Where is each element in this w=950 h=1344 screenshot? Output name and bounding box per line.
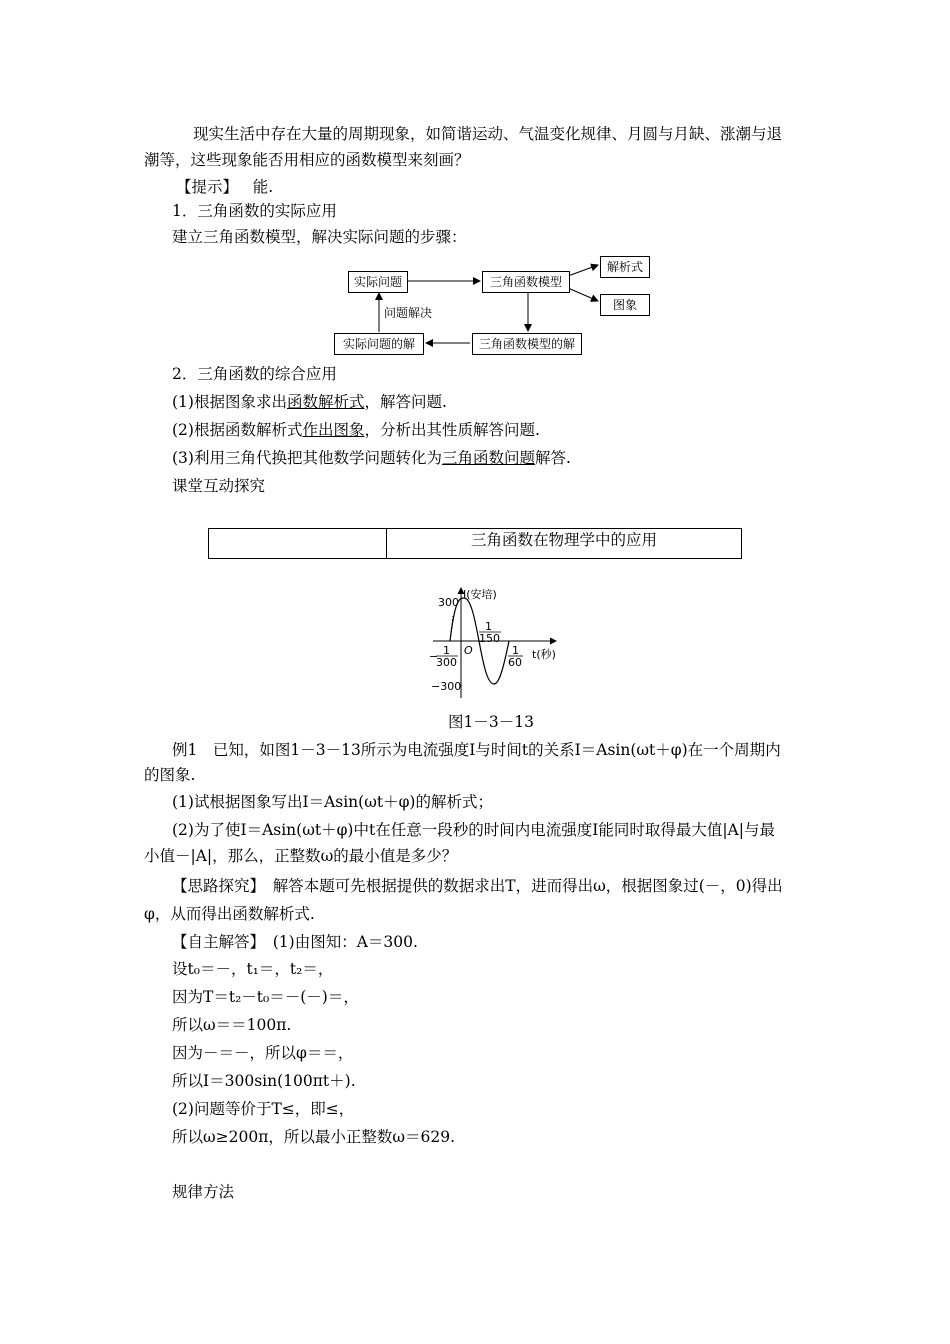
figure-caption: 图1－3－13 — [448, 713, 534, 731]
item3-pre: (3)利用三角代换把其他数学问题转化为 — [172, 449, 442, 467]
heading-table — [208, 528, 742, 559]
box-model-solution: 三角函数模型的解 — [472, 333, 582, 355]
section1-title: 1．三角函数的实际应用 — [172, 202, 337, 220]
example-line-2: 的图象. — [144, 766, 196, 784]
label-solve: 问题解决 — [384, 306, 433, 320]
intro-line-1: 现实生活中存在大量的周期现象，如简谐运动、气温变化规律、月圆与月缺、涨潮与退 — [193, 125, 783, 143]
solution-line-1: 【自主解答】 (1)由图知：A＝300. — [172, 933, 418, 951]
item3-underlined: 三角函数问题 — [441, 449, 535, 467]
class-title: 课堂互动探究 — [172, 477, 266, 495]
item2-post: ，分析出其性质解答问题. — [364, 421, 540, 439]
x-axis-label: t(秒) — [532, 648, 556, 661]
example-line-1: 例1 已知，如图1－3－13所示为电流强度I与时间t的关系I＝Asin(ωt＋φ)在一个周期内 — [172, 741, 781, 759]
heading-table-empty-cell — [209, 529, 387, 558]
item1-post: ，解答问题. — [364, 393, 447, 411]
item1-underlined: 函数解析式 — [286, 393, 365, 411]
solution-line-3: 因为T＝t₂－t₀＝－(－)＝， — [172, 988, 359, 1006]
sine-figure — [425, 580, 565, 705]
y-axis-label: I(安培) — [463, 588, 497, 601]
frac3-den: 300 — [436, 656, 457, 669]
item2-underlined: 作出图象 — [302, 421, 365, 439]
box-expression: 解析式 — [600, 256, 650, 278]
solution-line-4: 所以ω＝＝100π. — [172, 1016, 292, 1034]
hint-label: 【提示】 — [176, 178, 239, 196]
intro-line-2: 潮等，这些现象能否用相应的函数模型来刻画？ — [144, 151, 470, 169]
section2-item2 — [172, 420, 540, 440]
frac2-num: 1 — [512, 644, 519, 657]
solution-line-8: 所以ω≥200π，所以最小正整数ω＝629. — [172, 1128, 456, 1146]
solution-line-6: 所以I＝300sin(100πt＋). — [172, 1072, 356, 1090]
frac1-num: 1 — [485, 620, 492, 633]
question-2-line-1: (2)为了使I＝Asin(ωt＋φ)中t在任意一段秒的时间内电流强度I能同时取得最大值|A|与最 — [172, 821, 775, 839]
heading-table-title: 三角函数在物理学中的应用 — [470, 531, 657, 549]
arrow-model-to-graph — [568, 288, 598, 301]
question-1: (1)试根据图象写出I＝Asin(ωt＋φ)的解析式； — [172, 793, 493, 811]
arrow-model-to-expression — [568, 265, 598, 276]
solution-line-7: (2)问题等价于T≤，即≤， — [172, 1100, 355, 1118]
origin-label: O — [464, 644, 473, 657]
section2-item1 — [172, 392, 447, 412]
solution-line-2: 设t₀＝－，t₁＝，t₂＝， — [172, 960, 334, 978]
thinking-line-1: 【思路探究】 解答本题可先根据提供的数据求出T，进而得出ω，根据图象过(－，0)得出 — [172, 877, 783, 895]
frac3-sign: − — [429, 650, 439, 663]
box-graph: 图象 — [600, 294, 650, 316]
thinking-line-2: φ，从而得出函数解析式. — [144, 905, 315, 923]
solution-line-5: 因为－＝－，所以φ＝＝， — [172, 1044, 354, 1062]
box-real-problem: 实际问题 — [348, 271, 408, 293]
item3-post: 解答. — [534, 449, 571, 467]
section2-item3 — [172, 448, 571, 468]
item1-pre: (1)根据图象求出 — [172, 393, 287, 411]
hint-text: 能. — [252, 178, 274, 196]
section2-title: 2．三角函数的综合应用 — [172, 365, 337, 383]
box-model: 三角函数模型 — [482, 271, 570, 293]
item2-pre: (2)根据函数解析式 — [172, 421, 303, 439]
frac2-den: 60 — [508, 656, 522, 669]
y-top-label: 300 — [438, 596, 459, 609]
section1-subtitle: 建立三角函数模型，解决实际问题的步骤： — [172, 228, 467, 246]
y-bottom-label: −300 — [431, 680, 462, 693]
box-real-solution: 实际问题的解 — [334, 333, 424, 355]
frac1-den: 150 — [479, 632, 500, 645]
frac3-num: 1 — [443, 644, 450, 657]
question-2-line-2: 小值－|A|，那么，正整数ω的最小值是多少？ — [144, 847, 458, 865]
method-title: 规律方法 — [172, 1183, 235, 1201]
